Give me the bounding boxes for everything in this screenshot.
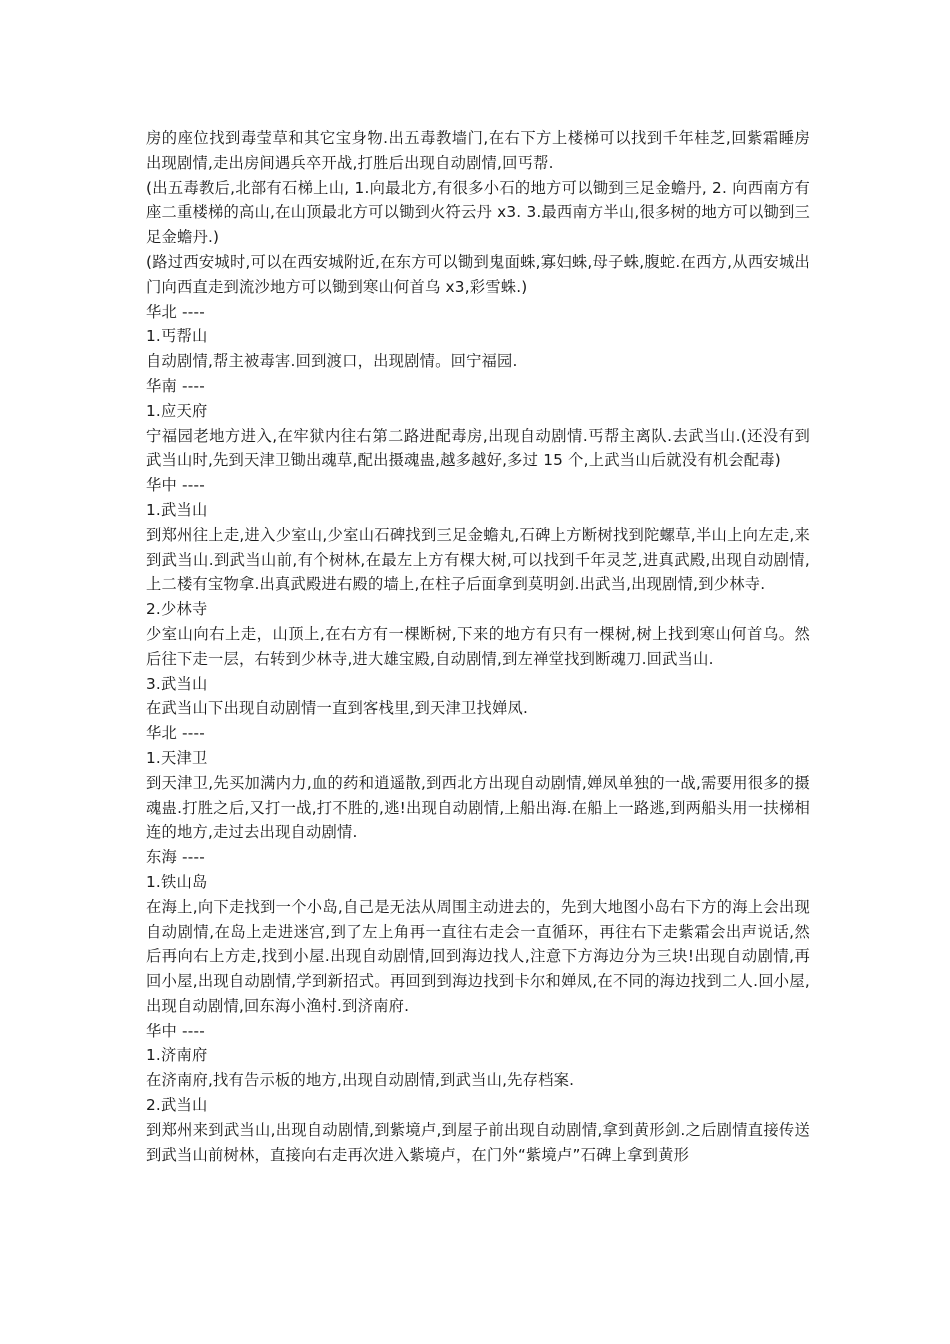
paragraph: 少室山向右上走，山顶上,在右方有一棵断树,下来的地方有只有一棵树,树上找到寒山何首乌。然后往下走一层，右转到少林寺,进大雄宝殿,自动剧情,到左禅堂找到断魂刀.回武当山. (146, 624, 810, 668)
region-heading: 华中 ---- (146, 476, 205, 495)
paragraph: (出五毒教后,北部有石梯上山, 1.向最北方,有很多小石的地方可以锄到三足金蟾丹, 2. 向西南方有座二重楼梯的高山,在山顶最北方可以锄到火符云丹 x3. 3.最西南方半山,很多树的地方可以锄到三足金蟾丹.) (146, 178, 810, 247)
paragraph: 到郑州来到武当山,出现自动剧情,到紫境卢,到屋子前出现自动剧情,拿到黄形剑.之后剧情直接传送到武当山前树林，直接向右走再次进入紫境卢，在门外“紫境卢”石碑上拿到黄形 (146, 1120, 810, 1164)
region-heading: 华北 ---- (146, 724, 205, 743)
section-heading: 2.武当山 (146, 1096, 208, 1115)
section-heading: 2.少林寺 (146, 600, 208, 619)
paragraph: 到郑州往上走,进入少室山,少室山石碑找到三足金蟾丸,石碑上方断树找到陀螺草,半山上向左走,来到武当山.到武当山前,有个树林,在最左上方有棵大树,可以找到千年灵芝,进真武殿,出现自动剧情,上二楼有宝物拿.出真武殿进右殿的墙上,在柱子后面拿到莫明剑.出武当,出现剧情,到少林寺. (146, 525, 810, 594)
paragraph: 到天津卫,先买加满内力,血的药和逍遥散,到西北方出现自动剧情,婵凤单独的一战,需要用很多的摄魂蛊.打胜之后,又打一战,打不胜的,逃!出现自动剧情,上船出海.在船上一路逃,到两船头用一扶梯相连的地方,走过去出现自动剧情. (146, 773, 810, 842)
paragraph: 在武当山下出现自动剧情一直到客栈里,到天津卫找婵凤. (146, 699, 529, 718)
region-heading: 东海 ---- (146, 848, 205, 867)
region-heading: 华北 ---- (146, 302, 205, 321)
section-heading: 1.济南府 (146, 1046, 208, 1065)
section-heading: 1.铁山岛 (146, 872, 208, 891)
paragraph: 自动剧情,帮主被毒害.回到渡口，出现剧情。回宁福园. (146, 352, 518, 371)
paragraph: 房的座位找到毒莹草和其它宝身物.出五毒教墙门,在右下方上楼梯可以找到千年桂芝,回紫霜睡房出现剧情,走出房间遇兵卒开战,打胜后出现自动剧情,回丐帮. (146, 129, 810, 172)
region-heading: 华中 ---- (146, 1021, 205, 1040)
section-heading: 1.天津卫 (146, 748, 208, 767)
document-body (146, 126, 810, 1167)
section-heading: 1.应天府 (146, 401, 208, 420)
paragraph: 在济南府,找有告示板的地方,出现自动剧情,到武当山,先存档案. (146, 1071, 575, 1090)
section-heading: 3.武当山 (146, 674, 208, 693)
section-heading: 1.丐帮山 (146, 327, 208, 346)
paragraph: 在海上,向下走找到一个小岛,自己是无法从周围主动进去的，先到大地图小岛右下方的海上会出现自动剧情,在岛上走进迷宫,到了左上角再一直往右走会一直循环，再往右下走紫霜会出声说话,然后再向右上方走,找到小屋.出现自动剧情,回到海边找人,注意下方海边分为三块!出现自动剧情,再回小屋,出现自动剧情,学到新招式。再回到到海边找到卡尔和婵凤,在不同的海边找到二人.回小屋,出现自动剧情,回东海小渔村.到济南府. (146, 897, 810, 1015)
paragraph: (路过西安城时,可以在西安城附近,在东方可以锄到鬼面蛛,寡妇蛛,母子蛛,腹蛇.在西方,从西安城出门向西直走到流沙地方可以锄到寒山何首乌 x3,彩雪蛛.) (146, 252, 810, 296)
region-heading: 华南 ---- (146, 376, 205, 395)
paragraph: 宁福园老地方进入,在牢狱内往右第二路进配毒房,出现自动剧情.丐帮主离队.去武当山.(还没有到武当山时,先到天津卫锄出魂草,配出摄魂蛊,越多越好,多过 15 个,上武当山后就没有机会配毒) (146, 426, 810, 470)
section-heading: 1.武当山 (146, 500, 208, 519)
